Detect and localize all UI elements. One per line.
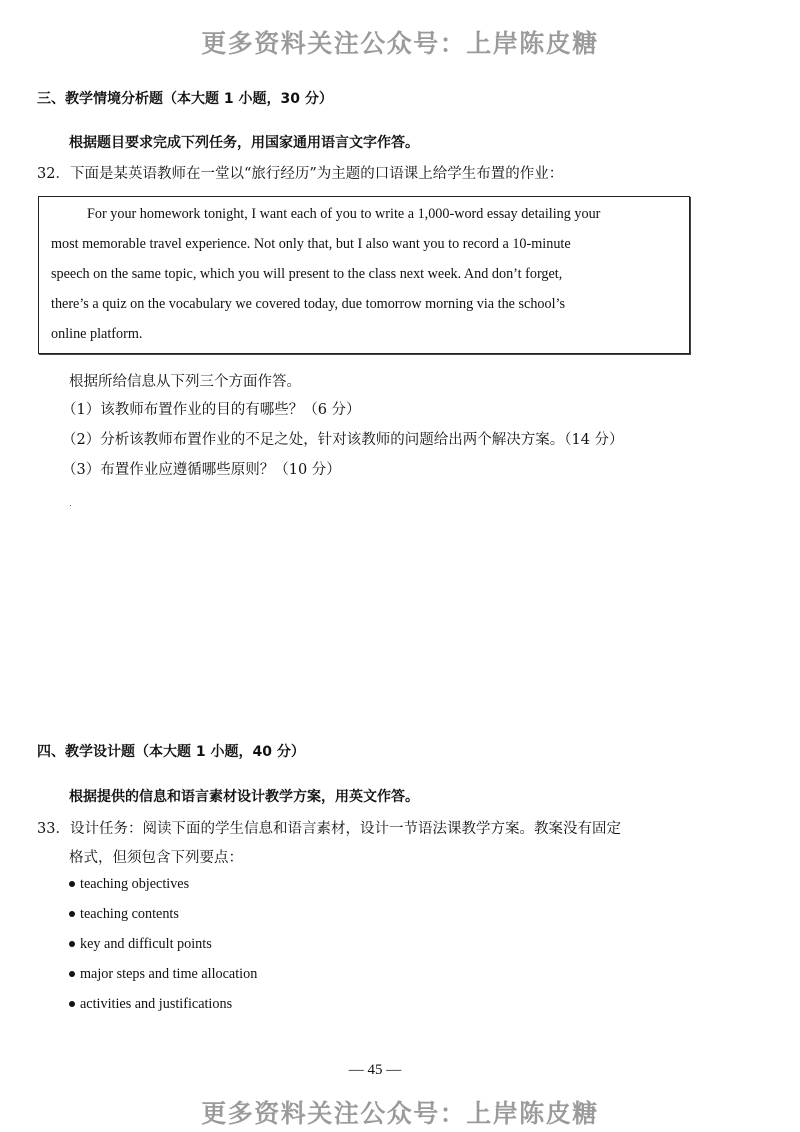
bullet-dot-icon (69, 881, 75, 887)
section-4-heading: 四、教学设计题（本大题 1 小题，40 分） (37, 744, 305, 760)
section-4-instruction: 根据提供的信息和语言素材设计教学方案，用英文作答。 (69, 789, 419, 805)
subquestion-1: （1）该教师布置作业的目的有哪些？（6 分） (62, 402, 361, 418)
section-3-heading: 三、教学情境分析题（本大题 1 小题，30 分） (37, 91, 333, 107)
bullet-dot-icon (69, 971, 75, 977)
question-33-line-1: 33．设计任务：阅读下面的学生信息和语言素材，设计一节语法课教学方案。教案没有固定 (37, 821, 621, 837)
box-line-2: most memorable travel experience. Not only that, but I also want you to record a 10-minute (51, 236, 571, 252)
subquestion-2: （2）分析该教师布置作业的不足之处，针对该教师的问题给出两个解决方案。（14 分） (62, 432, 624, 448)
question-32: 32．下面是某英语教师在一堂以“旅行经历”为主题的口语课上给学生布置的作业： (37, 166, 564, 182)
scan-speck (70, 505, 71, 506)
bullet-teaching-contents (69, 906, 179, 923)
bullet-text: activities and justifications (80, 996, 233, 1012)
question-33-line-2: 格式，但须包含下列要点： (69, 850, 243, 866)
watermark-top: 更多资料关注公众号：上岸陈皮糖 (201, 29, 599, 58)
bullet-text: teaching objectives (80, 876, 190, 892)
bullet-activities (69, 996, 232, 1013)
bullet-dot-icon (69, 941, 75, 947)
section-3-instruction: 根据题目要求完成下列任务，用国家通用语言文字作答。 (69, 135, 419, 151)
bullet-dot-icon (69, 1001, 75, 1007)
bullet-text: major steps and time allocation (80, 966, 258, 982)
bullet-dot-icon (69, 911, 75, 917)
homework-text-box (38, 196, 690, 354)
answer-prompt: 根据所给信息从下列三个方面作答。 (69, 374, 301, 390)
bullet-key-difficult-points (69, 936, 212, 953)
box-line-1: For your homework tonight, I want each of you to write a 1,000-word essay detailing your (87, 206, 601, 222)
page-number: — 45 — (348, 1062, 402, 1078)
box-line-3: speech on the same topic, which you will present to the class next week. And don’t forget, (51, 266, 563, 282)
bullet-text: key and difficult points (80, 936, 212, 952)
box-line-4: there’s a quiz on the vocabulary we covered today, due tomorrow morning via the school’s (51, 296, 566, 312)
bullet-text: teaching contents (80, 906, 179, 922)
box-line-5: online platform. (51, 326, 143, 342)
subquestion-3: （3）布置作业应遵循哪些原则？（10 分） (62, 462, 341, 478)
bullet-major-steps (69, 966, 257, 983)
bullet-teaching-objectives (69, 876, 189, 893)
watermark-bottom: 更多资料关注公众号：上岸陈皮糖 (201, 1099, 599, 1128)
